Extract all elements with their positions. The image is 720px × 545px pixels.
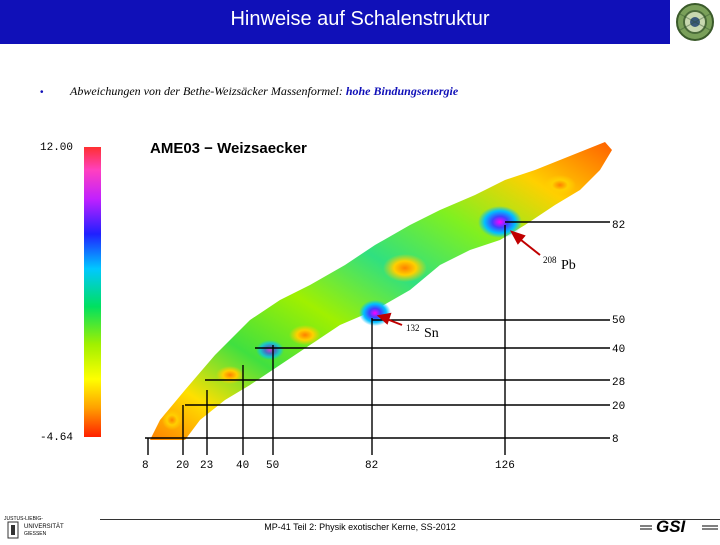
bullet-text-plain: Abweichungen von der Bethe-Weizsäcker Massenformel: bbox=[70, 84, 346, 98]
y-tick-20: 20 bbox=[612, 401, 626, 413]
figure-title: AME03 − Weizsaecker bbox=[150, 140, 307, 157]
scale-max-label: 12.00 bbox=[40, 142, 74, 154]
footer-divider bbox=[100, 519, 720, 520]
color-scale-bar bbox=[84, 147, 101, 437]
x-tick-23: 23 bbox=[200, 460, 214, 472]
y-tick-labels bbox=[612, 220, 625, 446]
y-tick-40: 40 bbox=[612, 344, 626, 356]
bullet-marker: • bbox=[40, 87, 44, 98]
x-tick-20: 20 bbox=[176, 460, 190, 472]
pb-symbol: Pb bbox=[561, 258, 576, 273]
footer-text: MP-41 Teil 2: Physik exotischer Kerne, SS-2012 bbox=[264, 522, 456, 532]
y-tick-82: 82 bbox=[612, 220, 626, 232]
pb-mass-number: 208 bbox=[543, 255, 557, 265]
scale-min-label: -4.64 bbox=[40, 432, 74, 444]
x-tick-8: 8 bbox=[142, 460, 149, 472]
y-tick-8: 8 bbox=[612, 434, 619, 446]
nuclide-band bbox=[150, 142, 612, 440]
slide-title: Hinweise auf Schalenstruktur bbox=[230, 8, 490, 30]
shell-region-50 bbox=[256, 340, 284, 360]
warm-region-1 bbox=[383, 254, 427, 282]
neutron-magic-lines bbox=[148, 225, 505, 455]
bullet-text-highlight: hohe Bindungsenergie bbox=[345, 84, 459, 98]
university-logo bbox=[2, 514, 98, 540]
warm-region-3 bbox=[216, 366, 244, 384]
sn-symbol: Sn bbox=[424, 326, 439, 341]
x-tick-labels bbox=[142, 460, 515, 472]
warm-region-4 bbox=[544, 175, 576, 195]
uni-line1: JUSTUS-LIEBIG- bbox=[4, 516, 43, 522]
warm-region-5 bbox=[162, 410, 182, 430]
x-tick-50: 50 bbox=[266, 460, 280, 472]
y-tick-50: 50 bbox=[612, 315, 626, 327]
sn-mass-number: 132 bbox=[406, 323, 420, 333]
x-tick-126: 126 bbox=[495, 460, 515, 472]
x-tick-40: 40 bbox=[236, 460, 250, 472]
uni-line2: UNIVERSITÄT bbox=[24, 524, 64, 530]
uni-line3: GIESSEN bbox=[24, 531, 47, 537]
warm-region-2 bbox=[289, 325, 321, 345]
gsi-text: GSI bbox=[656, 517, 686, 536]
gsi-logo bbox=[640, 515, 718, 537]
y-tick-28: 28 bbox=[612, 377, 626, 389]
x-tick-82: 82 bbox=[365, 460, 379, 472]
